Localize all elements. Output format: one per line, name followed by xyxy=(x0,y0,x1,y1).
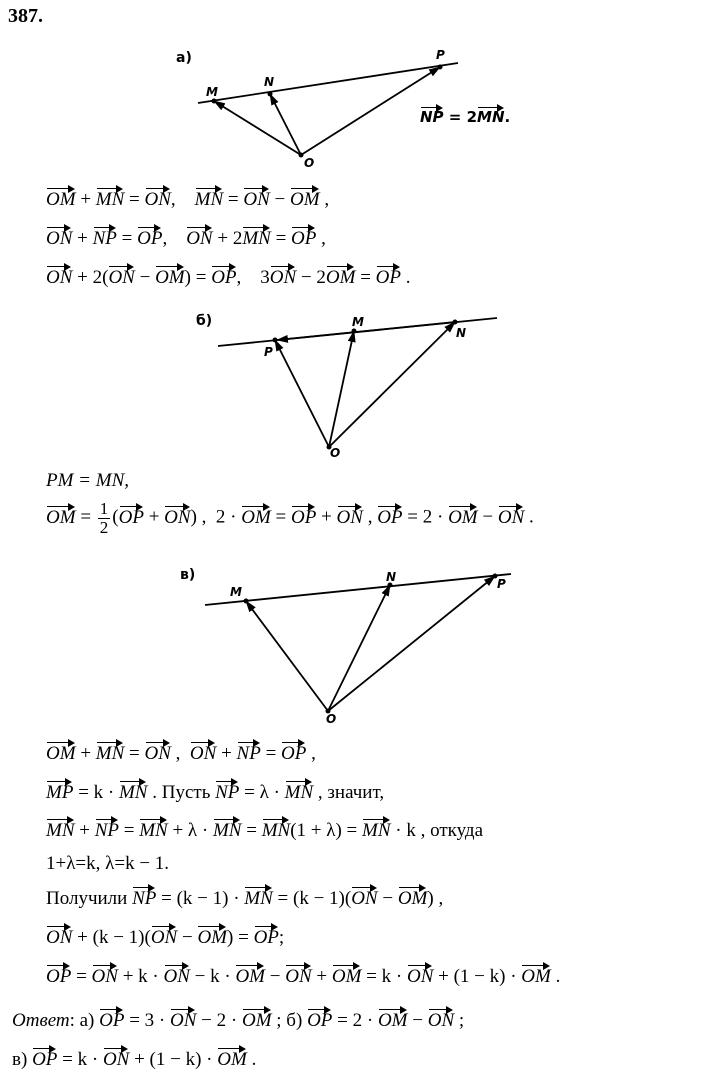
fig-a-condition: NP = 2MN. xyxy=(420,102,510,126)
eq-line-2: ON + NP = OP, ON + 2MN = OP , xyxy=(46,222,326,250)
vec-b-on xyxy=(329,322,455,447)
point-label-n: N xyxy=(456,326,467,340)
part-a-label: а) xyxy=(176,50,192,66)
vec-b-np xyxy=(277,322,455,340)
answer-line-2: в) OP = k · ON + (1 − k) · OM . xyxy=(12,1043,256,1071)
vec-c-op xyxy=(328,576,495,711)
point-label-o: O xyxy=(330,446,341,460)
point-label-o: O xyxy=(326,712,337,726)
vec-c-om xyxy=(246,601,328,711)
point-label-p: P xyxy=(436,48,445,62)
eq-line-1: OM + MN = ON, MN = ON − OM , xyxy=(46,183,329,211)
eq-line-5: OM = $\frac{1}{2}$ (OP + ON) , 2 · OM = OP + ON , OP = 2 · OM − ON . xyxy=(46,499,534,537)
point-label-m: M xyxy=(352,315,364,329)
point-label-n: N xyxy=(264,75,275,89)
point-label-o: O xyxy=(304,156,315,170)
pm-eq-mn: PM = MN, xyxy=(46,470,130,491)
point-label-m: M xyxy=(230,585,242,599)
eq-line-9: 1+λ=k, λ=k − 1. xyxy=(46,853,170,874)
eq-line-7: MP = k · MN . Пусть NP = λ · MN , значит, xyxy=(46,776,384,804)
eq-line-10: Получили NP = (k − 1) · MN = (k − 1)(ON − OM) , xyxy=(46,882,443,910)
problem-number: 387. xyxy=(8,5,43,27)
vec-b-om xyxy=(329,331,354,447)
eq-line-6: OM + MN = ON , ON + NP = OP , xyxy=(46,737,316,765)
line-a xyxy=(198,63,458,103)
eq-line-12: OP = ON + k · ON − k · OM − ON + OM = k · ON + (1 − k) · OM . xyxy=(46,960,560,988)
point-label-n: N xyxy=(386,570,397,584)
vec-c-on xyxy=(328,585,390,711)
part-c-label: в) xyxy=(180,567,196,583)
answer-line-1: Ответ: а) OP = 3 · ON − 2 · OM ; б) OP = 2 · OM − ON ; xyxy=(12,1004,464,1032)
eq-line-3: ON + 2(ON − OM) = OP, 3ON − 2OM = OP . xyxy=(46,261,411,289)
eq-line-8: MN + NP = MN + λ · MN = MN(1 + λ) = MN · k , откуда xyxy=(46,814,483,842)
point-label-p: P xyxy=(497,577,506,591)
part-b-label: б) xyxy=(196,313,213,329)
point-label-m: M xyxy=(206,85,218,99)
point-label-p: P xyxy=(264,345,273,359)
fraction-half: $\frac{1}{2}$ xyxy=(99,499,109,537)
vec-b-op xyxy=(275,340,329,447)
eq-line-11: ON + (k − 1)(ON − OM) = OP; xyxy=(46,921,284,949)
